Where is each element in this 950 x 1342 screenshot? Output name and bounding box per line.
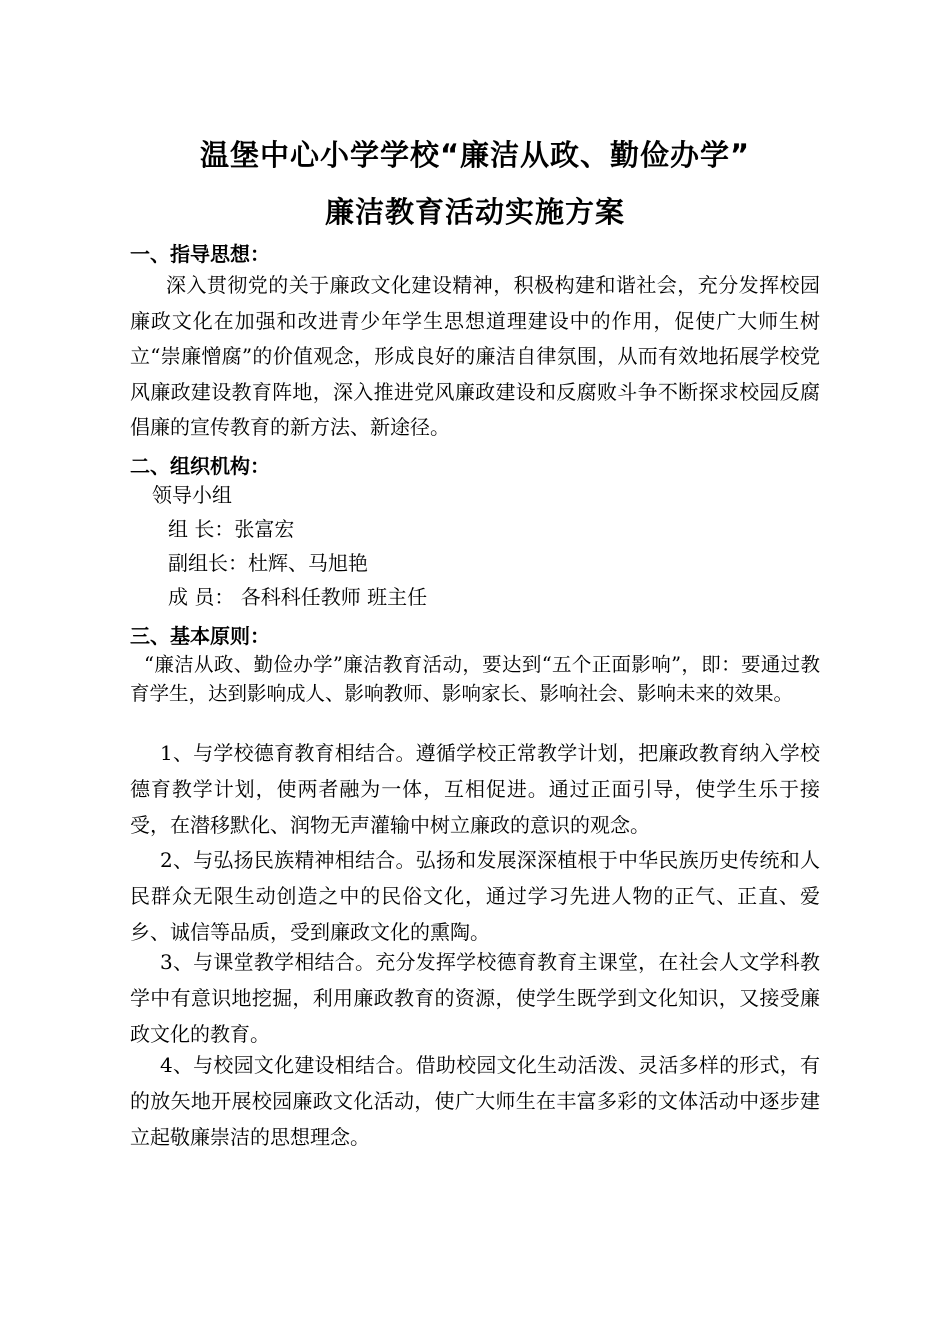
org-leader: 组 长：张富宏 bbox=[168, 517, 295, 541]
document-title-line-1: 温堡中心小学学校“廉洁从政、勤俭办学” bbox=[199, 138, 751, 172]
document-title-line-2: 廉洁教育活动实施方案 bbox=[324, 195, 625, 229]
org-deputy: 副组长：杜辉、马旭艳 bbox=[168, 551, 368, 575]
principle-item-3: 3、与课堂教学相结合。充分发挥学校德育教育主课堂，在社会人文学科教学中有意识地挖掘，利用廉政教育的资源，使学生既学到文化知识，又接受廉政文化的教育。 bbox=[130, 950, 820, 1046]
org-members: 成 员： 各科科任教师 班主任 bbox=[168, 585, 428, 609]
section-heading-principles: 三、基本原则： bbox=[130, 624, 270, 648]
principle-item-4: 4、与校园文化建设相结合。借助校园文化生动活泼、灵活多样的形式，有的放矢地开展校园廉政文化活动，使广大师生在丰富多彩的文体活动中逐步建立起敬廉崇洁的思想理念。 bbox=[130, 1053, 820, 1149]
section-heading-organization: 二、组织机构： bbox=[130, 454, 270, 478]
section-heading-guiding: 一、指导思想： bbox=[130, 242, 270, 266]
guiding-paragraph: 深入贯彻党的关于廉政文化建设精神，积极构建和谐社会，充分发挥校园廉政文化在加强和改进青少年学生思想道理建设中的作用，促使广大师生树立“崇廉憎腐”的价值观念，形成良好的廉洁自律氛围，从而有效地拓展学校党风廉政建设教育阵地，深入推进党风廉政建设和反腐败斗争不断探求校园反腐倡廉的宣传教育的新方法、新途径。 bbox=[130, 273, 820, 439]
principle-item-2: 2、与弘扬民族精神相结合。弘扬和发展深深植根于中华民族历史传统和人民群众无限生动创造之中的民俗文化，通过学习先进人物的正气、正直、爱乡、诚信等品质，受到廉政文化的熏陶。 bbox=[130, 848, 820, 944]
org-group-title: 领导小组 bbox=[152, 483, 232, 507]
principles-intro: “廉洁从政、勤俭办学”廉洁教育活动，要达到“五个正面影响”，即：要通过教育学生，达到影响成人、影响教师、影响家长、影响社会、影响未来的效果。 bbox=[130, 653, 820, 705]
principle-item-1: 1、与学校德育教育相结合。遵循学校正常教学计划，把廉政教育纳入学校德育教学计划，使两者融为一体，互相促进。通过正面引导，使学生乐于接受，在潜移默化、润物无声灌输中树立廉政的意识的观念。 bbox=[130, 741, 820, 837]
